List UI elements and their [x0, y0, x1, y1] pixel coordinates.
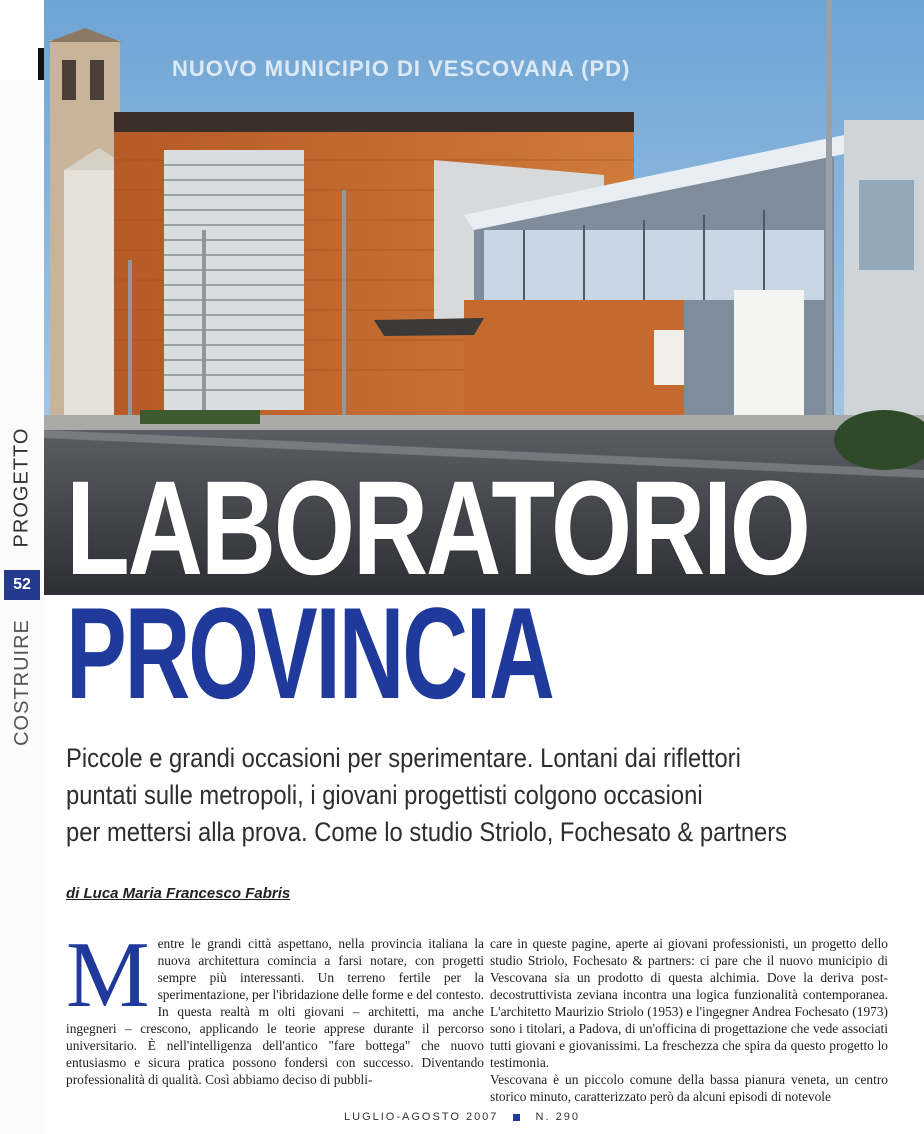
section-label-text: PROGETTO	[10, 427, 33, 548]
issue-number: N. 290	[535, 1111, 580, 1123]
headline-line2: PROVINCIA	[66, 580, 553, 726]
body-column-2	[490, 935, 888, 1105]
photo-caption: NUOVO MUNICIPIO DI VESCOVANA (PD)	[172, 56, 631, 81]
subtitle	[66, 740, 805, 851]
square-bullet-icon	[513, 1114, 520, 1121]
section-label	[6, 415, 38, 560]
subtitle-line: puntati sulle metropoli, i giovani progettisti colgono occasioni	[66, 780, 703, 810]
body-paragraph: entre le grandi città aspettano, nella provincia italiana la nuova architettura comincia a farsi notare, con progetti sempre più interessanti. Un terreno fertile per la sperimentazione, per l'ibridazione delle forme e del contesto. In questa realtà m olti giovani – architetti, ma anche ingegneri – crescono, applicando le teorie apprese durante il percorso universitario. È nell'intelligenza dell'antico "fare bottega" che nuovo entusiasmo e sicura pratica possono fondersi con successo. Diventando professionalità di qualità. Così abbiamo deciso di pubbli-	[66, 936, 484, 1087]
sidebar-tab-marker	[0, 0, 44, 80]
subtitle-line: per mettersi alla prova. Come lo studio Striolo, Fochesato & partners	[66, 817, 788, 847]
body-column-1	[66, 923, 484, 1088]
author-byline: di Luca Maria Francesco Fabris	[66, 885, 291, 902]
magazine-label-text: COSTRUIRE	[10, 619, 33, 746]
page-footer	[0, 1111, 924, 1123]
sidebar	[0, 0, 44, 1134]
subtitle-line: Piccole e grandi occasioni per sperimentare. Lontani dai riflettori	[66, 743, 741, 773]
body-paragraph: care in queste pagine, aperte ai giovani professionisti, un progetto dello studio Striolo, Fochesato & partners: ci pare che il nuovo municipio di Vescovana sia un prodotto di questa alchimia. Dove la deriva post-decostruttivista zeviana incontra una logica funzionalità contemporanea. L'architetto Maurizio Striolo (1953) e l'ingegner Andrea Fochesato (1973) sono i titolari, a Padova, di un'officina di progettazione che vede associati tutti giovani e giovanissimi. La freschezza che spira da questo progetto lo testimonia.	[490, 936, 888, 1070]
issue-date: LUGLIO-AGOSTO 2007	[344, 1111, 499, 1123]
magazine-label	[6, 610, 38, 755]
page-number: 52	[4, 570, 40, 600]
drop-cap: M	[66, 923, 150, 1027]
body-paragraph: Vescovana è un piccolo comune della bassa pianura veneta, un centro storico minuto, caratterizzato però da alcuni episodi di notevole	[490, 1072, 888, 1104]
headline-line1: LABORATORIO	[66, 454, 809, 603]
